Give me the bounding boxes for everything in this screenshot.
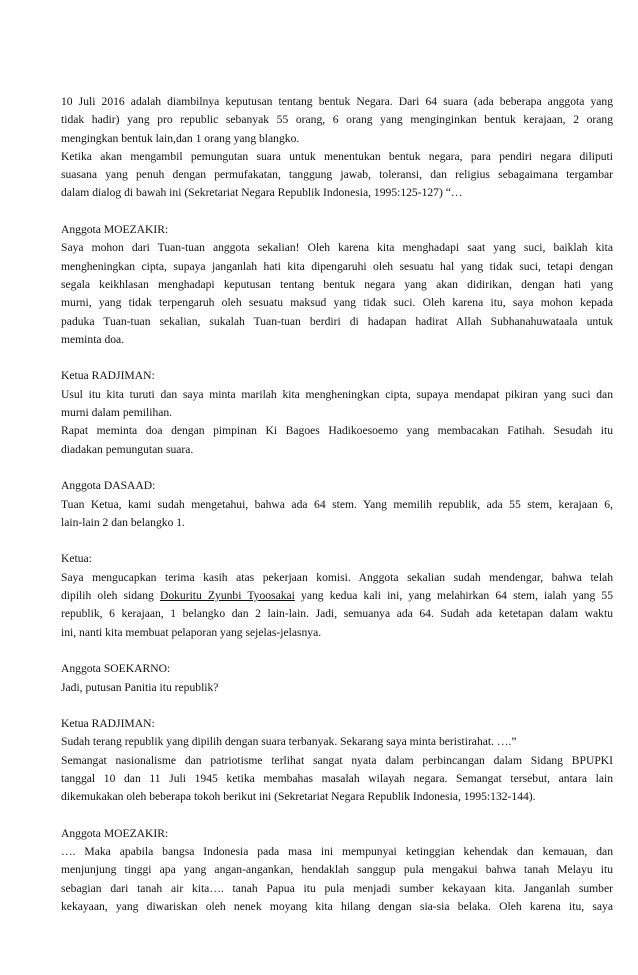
text-line: segala keikhlasan menghadapi keputusan tentang bentuk negara yang akan didirikan, dengan hati yang	[61, 277, 613, 291]
dialogue-dasaad	[61, 477, 613, 532]
text-line: Sudah terang republik yang dipilih dengan suara terbanyak. Sekarang saya minta beristirahat. ….”	[61, 735, 517, 749]
text-line-with-term	[61, 587, 613, 605]
text-line: Saya mengucapkan terima kasih atas pekerjaan komisi. Anggota sekalian sudah mendengar, bahwa telah	[61, 570, 613, 584]
text-line: kekayaan, yang diwariskan oleh nenek moyang kita hilang dengan sia-sia belaka. Oleh karena itu, saya	[61, 900, 613, 914]
paragraph-gap	[61, 203, 613, 221]
paragraph-intro	[61, 93, 613, 203]
speaker-label: Ketua RADJIMAN:	[61, 717, 155, 731]
dialogue-radjiman-1	[61, 367, 613, 458]
text-line: sebagian dari tanah air kita…. tanah Papua itu pula menjadi sumber kekayaan kita. Janganlah sumber	[61, 881, 613, 895]
text-line: paduka Tuan-tuan sekalian, sukalah Tuan-tuan berdiri di hadapan hadirat Allah Subhanahuwataala untuk	[61, 314, 613, 328]
text-line: tanggal 10 dan 11 Juli 1945 ketika membahas masalah wilayah negara. Semangat tersebut, antara lain	[61, 771, 613, 785]
text-line: murni, yang tidak terpengaruh oleh sesuatu maksud yang tidak suci. Oleh karena itu, saya mohon kepada	[61, 296, 613, 310]
text-line: mengheningkan cipta, supaya janganlah hati kita dipengaruhi oleh sesuatu hal yang tidak suci, tetapi dengan	[61, 259, 613, 273]
text-line: dalam dialog di bawah ini (Sekretariat Negara Republik Indonesia, 1995:125-127) “…	[61, 186, 463, 200]
text-line: meminta doa.	[61, 332, 125, 346]
speaker-label: Anggota MOEZAKIR:	[61, 223, 169, 237]
text-segment: dipilih oleh sidang	[61, 589, 160, 603]
speaker-label: Ketua RADJIMAN:	[61, 369, 155, 383]
dialogue-ketua	[61, 550, 613, 641]
paragraph-gap	[61, 642, 613, 660]
text-line: suasana yang penuh dengan permufakatan, tanggung jawab, toleransi, dan religius sebagaimana tergambar	[61, 168, 613, 182]
speaker-label: Ketua:	[61, 552, 92, 566]
text-line: Usul itu kita turuti dan saya minta marilah kita mengheningkan cipta, supaya mendapat pikiran yang suci dan	[61, 387, 613, 401]
text-line: murni dalam pemilihan.	[61, 406, 173, 420]
text-line: Semangat nasionalisme dan patriotisme terlihat sangat nyata dalam perbincangan dalam Sidang BPUPKI	[61, 753, 613, 767]
dialogue-moezakir-1	[61, 221, 613, 349]
text-line: Rapat meminta doa dengan pimpinan Ki Bagoes Hadikoesoemo yang membacakan Fatihah. Sesudah itu	[61, 424, 613, 438]
paragraph-gap	[61, 807, 613, 825]
paragraph-gap	[61, 459, 613, 477]
text-line: …. Maka apabila bangsa Indonesia pada masa ini mempunyai ketinggian kehendak dan kemauan, dan	[61, 845, 613, 859]
text-line: Jadi, putusan Panitia itu republik?	[61, 680, 219, 694]
paragraph-gap	[61, 532, 613, 550]
text-line: Ketika akan mengambil pemungutan suara untuk menentukan bentuk negara, para pendiri negara diliputi	[61, 149, 613, 163]
text-line: Tuan Ketua, kami sudah mengetahui, bahwa ada 64 stem. Yang memilih republik, ada 55 stem, kerajaan 6,	[61, 497, 613, 511]
paragraph-gap	[61, 349, 613, 367]
paragraph-gap	[61, 697, 613, 715]
text-line: republik, 6 kerajaan, 1 belangko dan 2 lain-lain. Jadi, semuanya ada 64. Sudah ada ketetapan dalam waktu	[61, 607, 613, 621]
speaker-label: Anggota SOEKARNO:	[61, 662, 171, 676]
document-page	[61, 93, 613, 916]
text-line: 10 Juli 2016 adalah diambilnya keputusan tentang bentuk Negara. Dari 64 suara (ada beberapa anggota yang	[61, 95, 613, 108]
dialogue-soekarno	[61, 660, 613, 697]
dialogue-moezakir-2	[61, 825, 613, 916]
text-segment: yang kedua kali ini, yang melahirkan 64 stem, ialah yang 55	[294, 589, 613, 603]
underlined-term: Dokuritu Zyunbi Tyoosakai	[159, 589, 295, 603]
dialogue-radjiman-2	[61, 715, 613, 806]
text-line: dikemukakan oleh beberapa tokoh berikut ini (Sekretariat Negara Republik Indonesia, 1995:132-144).	[61, 790, 536, 804]
text-line: lain-lain 2 dan belangko 1.	[61, 515, 185, 529]
speaker-label: Anggota DASAAD:	[61, 479, 156, 493]
text-line: menjunjung tinggi apa yang angan-angankan, hendaklah sanggup pula mengakui bahwa tanah Melayu itu	[61, 863, 613, 877]
text-line: ini, nanti kita membuat pelaporan yang sejelas-jelasnya.	[61, 625, 322, 639]
speaker-label: Anggota MOEZAKIR:	[61, 826, 169, 840]
text-line: Saya mohon dari Tuan-tuan anggota sekalian! Oleh karena kita menghadapi saat yang suci, baiklah kita	[61, 241, 613, 255]
text-line: diadakan pemungutan suara.	[61, 442, 194, 456]
text-line: mengingkan bentuk lain,dan 1 orang yang blangko.	[61, 131, 300, 145]
text-line: tidak hadir) yang pro republic sebanyak 55 orang, 6 orang yang menginginkan bentuk kerajaan, 2 orang	[61, 113, 613, 127]
